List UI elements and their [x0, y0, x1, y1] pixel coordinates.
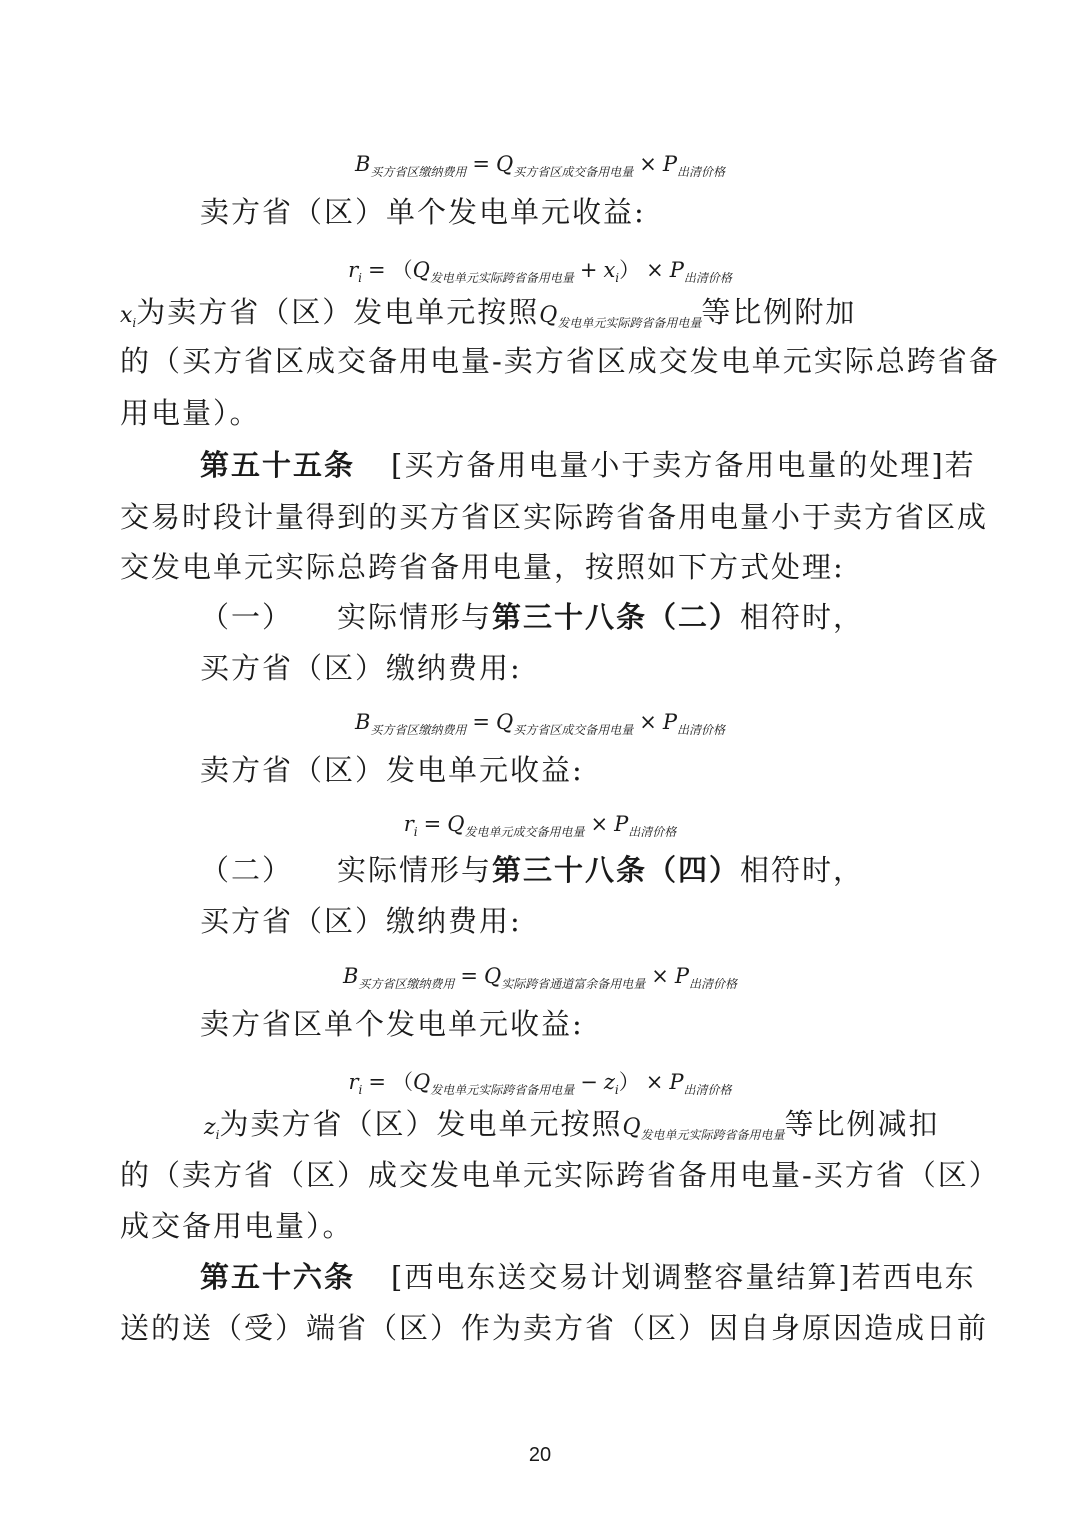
article-reference: 第三十八条（四）: [492, 853, 741, 887]
formula-symbol: x: [603, 258, 616, 282]
paragraph-text: 等比例减扣: [784, 1107, 940, 1141]
formula-subscript: i: [614, 1083, 619, 1097]
formula-subscript: 出清价格: [683, 1083, 732, 1097]
article-title: [西电东送交易计划调整容量结算]若西电东: [391, 1260, 976, 1294]
paragraph-line: 送的送（受）端省（区）作为卖方省（区）因自身原因造成日前: [120, 1311, 989, 1345]
formula-buyer-fee-2: [0, 710, 1080, 738]
formula-symbol: Q: [484, 964, 502, 988]
article-title: [买方备用电量小于卖方备用电量的处理]若: [391, 448, 976, 482]
formula-symbol: P: [674, 964, 690, 988]
formula-operator: ×: [651, 964, 669, 988]
formula-subscript: 买方省区缴纳费用: [370, 165, 467, 179]
formula-seller-revenue-2: [0, 812, 1080, 840]
paragraph-text: 相符时，: [740, 853, 865, 887]
formula-subscript: i: [615, 271, 620, 285]
formula-paren: ）: [619, 258, 641, 282]
formula-operator: =: [368, 1070, 386, 1094]
inline-math-subscript: 发电单元实际跨省备用电量: [640, 1128, 785, 1142]
formula-operator: =: [472, 152, 491, 176]
formula-paren: （: [391, 1070, 413, 1094]
formula-subscript: 出清价格: [677, 723, 726, 737]
inline-math-subscript: 发电单元实际跨省备用电量: [557, 316, 702, 330]
formula-symbol: Q: [412, 1070, 431, 1094]
paragraph-line: [204, 1107, 960, 1142]
formula-subscript: 买方省区成交备用电量: [513, 723, 634, 737]
paragraph-text: 实际情形与: [337, 600, 493, 634]
formula-symbol: P: [662, 152, 678, 176]
paragraph-line: 的（买方省区成交备用电量-卖方省区成交发电单元实际总跨省备: [120, 344, 1000, 378]
formula-operator: ×: [639, 710, 657, 734]
formula-buyer-fee-1: [0, 152, 1080, 180]
paragraph-line: 卖方省区单个发电单元收益:: [200, 1007, 584, 1041]
paragraph-line: 交易时段计量得到的买方省区实际跨省备用电量小于卖方省区成: [120, 500, 989, 534]
formula-symbol: P: [614, 812, 629, 836]
formula-operator: −: [580, 1070, 598, 1094]
formula-subscript: i: [413, 825, 418, 839]
formula-operator: +: [579, 258, 598, 282]
formula-buyer-fee-3: [0, 964, 1080, 992]
inline-math-symbol: Q: [539, 303, 558, 328]
formula-symbol: z: [603, 1070, 615, 1094]
clause-1-line: [200, 600, 960, 634]
clause-2-line: [200, 853, 960, 887]
formula-subscript: 出清价格: [677, 165, 726, 179]
formula-symbol: Q: [496, 152, 514, 176]
paragraph-text: 为卖方省（区）发电单元按照: [136, 295, 540, 329]
article-56-heading-line: [200, 1260, 976, 1294]
formula-symbol: r: [348, 258, 359, 282]
formula-subscript: i: [358, 1083, 363, 1097]
formula-subscript: 发电单元实际跨省备用电量: [429, 271, 574, 285]
formula-subscript: 买方省区成交备用电量: [513, 165, 634, 179]
formula-symbol: B: [354, 710, 371, 734]
paragraph-line: 买方省（区）缴纳费用:: [200, 651, 522, 685]
formula-operator: ×: [645, 1070, 664, 1094]
formula-symbol: r: [403, 812, 414, 836]
formula-symbol: P: [662, 710, 678, 734]
paragraph-text: 相符时，: [740, 600, 865, 634]
formula-subscript: 实际跨省通道富余备用电量: [501, 977, 646, 991]
formula-operator: ×: [639, 152, 657, 176]
formula-subscript: i: [358, 271, 362, 285]
formula-subscript: 买方省区缴纳费用: [370, 723, 467, 737]
formula-operator: ×: [646, 258, 664, 282]
paragraph-line: 交发电单元实际总跨省备用电量，按照如下方式处理:: [120, 550, 845, 584]
formula-symbol: Q: [496, 710, 514, 734]
formula-subscript: 出清价格: [683, 271, 732, 285]
inline-math-symbol: Q: [622, 1115, 641, 1140]
paragraph-line: 成交备用电量）。: [120, 1209, 354, 1243]
formula-seller-revenue-1: [0, 254, 1080, 286]
formula-paren: ）: [618, 1070, 640, 1094]
article-reference: 第三十八条（二）: [492, 600, 741, 634]
formula-symbol: r: [348, 1070, 359, 1094]
formula-symbol: P: [669, 1070, 684, 1094]
formula-subscript: 出清价格: [689, 977, 738, 991]
formula-subscript: 发电单元成交备用电量: [464, 825, 585, 839]
formula-paren: （: [391, 258, 413, 282]
article-number: 第五十六条: [200, 1260, 356, 1294]
article-55-heading-line: [200, 448, 976, 482]
formula-operator: =: [472, 710, 491, 734]
formula-subscript: 发电单元实际跨省备用电量: [430, 1083, 575, 1097]
paragraph-line: 买方省（区）缴纳费用:: [200, 904, 522, 938]
inline-math-symbol: z: [204, 1115, 216, 1140]
paragraph-line: 卖方省（区）发电单元收益:: [200, 753, 584, 787]
formula-subscript: 出清价格: [628, 825, 677, 839]
article-number: 第五十五条: [200, 448, 356, 482]
paragraph-line: 的（卖方省（区）成交发电单元实际跨省备用电量-买方省（区）: [120, 1158, 1000, 1192]
formula-operator: ×: [590, 812, 609, 836]
paragraph-text: 等比例附加: [701, 295, 857, 329]
formula-subscript: 买方省区缴纳费用: [358, 977, 455, 991]
formula-symbol: Q: [412, 258, 430, 282]
page-number: 20: [528, 1444, 552, 1466]
formula-seller-revenue-3: [0, 1066, 1080, 1098]
formula-operator: =: [367, 258, 386, 282]
paragraph-text: 实际情形与: [337, 853, 493, 887]
clause-number: （一）: [200, 600, 294, 634]
formula-symbol: Q: [447, 812, 465, 836]
inline-math-subscript: i: [132, 316, 137, 330]
formula-operator: =: [423, 812, 442, 836]
formula-symbol: B: [354, 152, 371, 176]
paragraph-text: 为卖方省（区）发电单元按照: [219, 1107, 623, 1141]
clause-number: （二）: [200, 853, 294, 887]
inline-math-subscript: i: [215, 1128, 220, 1142]
paragraph-line: 用电量）。: [120, 396, 261, 430]
formula-symbol: P: [669, 258, 684, 282]
formula-symbol: B: [342, 964, 359, 988]
formula-operator: =: [460, 964, 479, 988]
inline-math-symbol: x: [120, 303, 133, 328]
paragraph-line: [120, 295, 960, 330]
paragraph-line: 卖方省（区）单个发电单元收益:: [200, 195, 646, 229]
